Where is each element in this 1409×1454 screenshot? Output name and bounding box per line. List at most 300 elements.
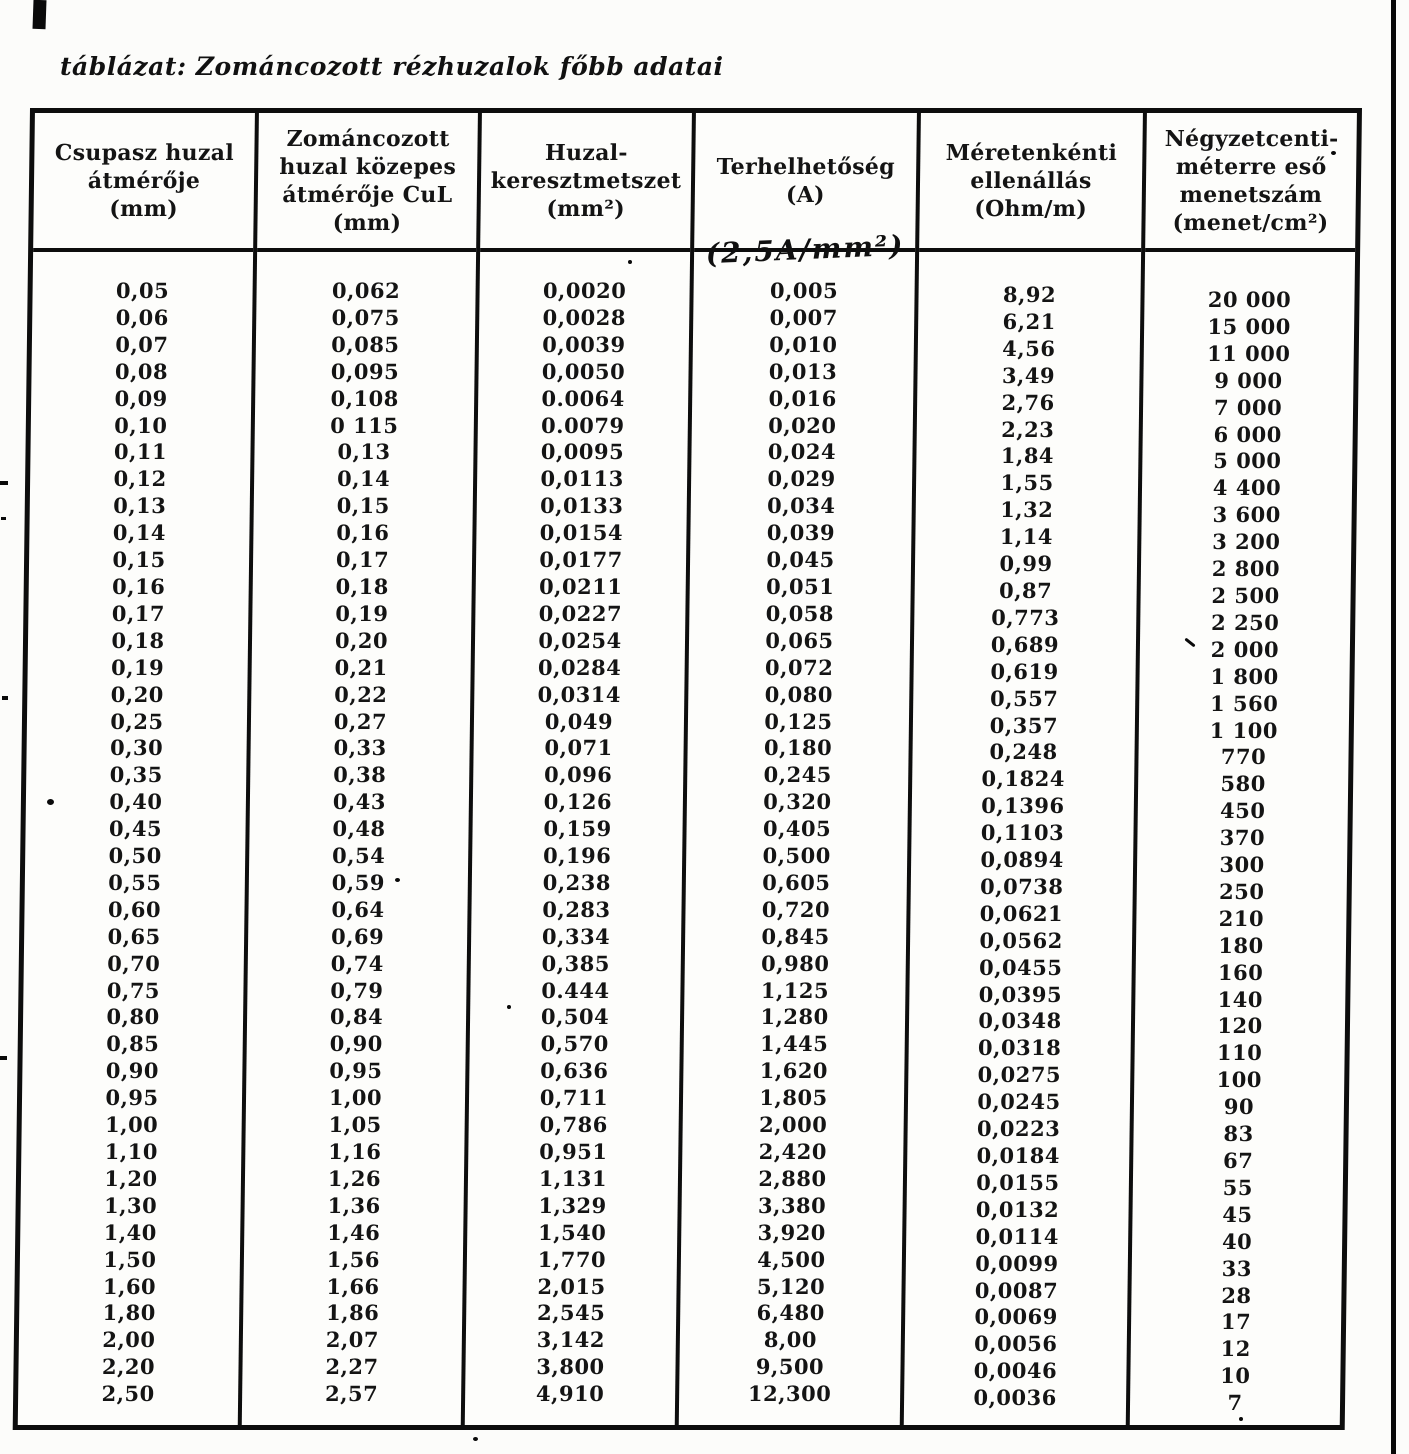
table-cell: 0,79 xyxy=(330,977,384,1003)
table-cell: 2,545 xyxy=(536,1300,606,1326)
table-cell: 0,283 xyxy=(542,896,611,922)
table-cell: 2 500 xyxy=(1211,582,1280,608)
table-cell: 90 xyxy=(1223,1094,1255,1120)
table-cell: 2,50 xyxy=(101,1381,155,1407)
table-cell: 1,125 xyxy=(760,977,830,1003)
table-cell: 1,445 xyxy=(759,1031,829,1057)
table-cell: 0,248 xyxy=(989,739,1058,765)
table-cell: 0,007 xyxy=(769,304,839,330)
table-cell: 0,0056 xyxy=(973,1331,1058,1357)
table-cell: 0,619 xyxy=(990,658,1059,684)
table-cell: 9,500 xyxy=(755,1354,825,1380)
column-values-enamel-diameter xyxy=(242,252,476,1408)
table-cell: 0,35 xyxy=(109,762,164,788)
table-cell: 0,0046 xyxy=(973,1358,1058,1384)
table-cell: 1,55 xyxy=(1000,470,1054,496)
column-header-cross-section xyxy=(480,113,692,252)
table-cell: 55 xyxy=(1222,1174,1254,1200)
table-cell: 0 115 xyxy=(330,412,399,438)
wire-data-table xyxy=(13,108,1362,1430)
table-cell: 0,980 xyxy=(761,950,830,976)
table-cell: 8,92 xyxy=(1002,282,1057,307)
table-cell: 2,07 xyxy=(325,1327,380,1353)
table-cell: 1,131 xyxy=(538,1165,608,1191)
table-cell: 0,85 xyxy=(106,1031,160,1057)
table-cell: 7 xyxy=(1227,1390,1243,1416)
table-cell: 0,87 xyxy=(998,577,1053,603)
table-cell: 0,238 xyxy=(542,869,612,895)
table-cell: 0,0036 xyxy=(973,1385,1057,1411)
table-cell: 0,0099 xyxy=(975,1250,1059,1276)
table-cell: 9 000 xyxy=(1214,367,1283,393)
table-cell: 3 600 xyxy=(1212,502,1281,528)
table-cell: 0,605 xyxy=(762,869,831,895)
header-line: (Ohm/m) xyxy=(974,195,1088,222)
table-cell: 11 000 xyxy=(1206,340,1291,366)
table-cell: 0,14 xyxy=(336,466,391,492)
ink-speck xyxy=(1331,151,1336,155)
table-cell: 0,080 xyxy=(764,681,834,707)
table-cell: 0,689 xyxy=(990,631,1060,657)
column-values-cross-section xyxy=(465,252,690,1408)
header-line: (mm) xyxy=(332,209,402,236)
table-cell: 2 250 xyxy=(1210,609,1280,635)
header-line: Méretenkénti xyxy=(945,139,1118,166)
column-header-turns-per-cm2 xyxy=(1145,113,1357,252)
table-cell: 45 xyxy=(1222,1201,1253,1227)
table-cell: 0,17 xyxy=(111,600,166,626)
table-cell: 0,74 xyxy=(330,950,385,976)
table-cell: 450 xyxy=(1219,798,1266,824)
table-cell: 0,95 xyxy=(105,1085,159,1111)
table-cell: 2,000 xyxy=(758,1112,828,1138)
table-cell: 0,48 xyxy=(332,816,386,842)
header-line: menetszám xyxy=(1179,181,1323,208)
table-cell: 1,66 xyxy=(326,1273,380,1299)
table-cell: 0,43 xyxy=(332,789,387,815)
table-cell: 2 000 xyxy=(1210,636,1280,662)
table-cell: 0,504 xyxy=(540,1004,610,1030)
table-cell: 0,0621 xyxy=(979,900,1064,926)
table-cell: 0,80 xyxy=(106,1004,160,1030)
table-cell: 0,22 xyxy=(334,681,388,707)
table-cell: 0,27 xyxy=(333,708,388,734)
table-cell: 0,0087 xyxy=(974,1277,1059,1303)
table-cell: 0,1103 xyxy=(980,820,1065,846)
table-cell: 0,334 xyxy=(541,923,611,949)
header-line: (mm²) xyxy=(546,195,626,222)
table-cell: 0,500 xyxy=(762,843,832,869)
table-cell: 6,480 xyxy=(756,1300,826,1326)
table-cell: 0,108 xyxy=(330,385,399,411)
table-cell: 0,636 xyxy=(540,1058,609,1084)
table-cell: 0,54 xyxy=(331,843,386,869)
table-cell: 0.444 xyxy=(541,977,610,1003)
table-cell: 0,13 xyxy=(337,439,391,465)
table-cell: 770 xyxy=(1220,744,1267,770)
table-cell: 0,039 xyxy=(766,520,836,546)
table-cell: 0,21 xyxy=(334,654,388,680)
table-cell: 0,051 xyxy=(765,573,835,599)
table-cell: 0,196 xyxy=(542,843,612,869)
table-cell: 0,95 xyxy=(329,1058,383,1084)
table-cell: 1,280 xyxy=(760,1004,829,1030)
table-column-turns-per-cm2 xyxy=(1130,113,1357,1425)
header-line: (A) xyxy=(785,181,825,208)
table-cell: 0,0184 xyxy=(976,1143,1061,1168)
table-cell: 0,45 xyxy=(108,816,163,842)
table-cell: 0,19 xyxy=(110,654,165,680)
table-cell: 0,720 xyxy=(761,896,831,922)
table-cell: 0,0113 xyxy=(540,466,624,492)
table-cell: 1,84 xyxy=(1000,443,1055,469)
table-cell: 0,90 xyxy=(105,1058,160,1084)
table-cell: 0,0114 xyxy=(975,1223,1060,1249)
table-cell: 0,20 xyxy=(334,627,389,653)
table-cell: 1,05 xyxy=(328,1112,382,1138)
table-cell: 0,30 xyxy=(109,735,164,761)
table-cell: 0,33 xyxy=(333,735,387,761)
table-cell: 1,00 xyxy=(328,1085,383,1111)
table-cell: 0,570 xyxy=(540,1031,610,1057)
table-cell: 0,126 xyxy=(543,789,613,815)
table-cell: 0,557 xyxy=(989,685,1059,711)
table-cell: 0,357 xyxy=(989,712,1059,738)
table-cell: 7 000 xyxy=(1213,394,1283,420)
table-cell: 0,0455 xyxy=(978,954,1063,980)
ink-speck xyxy=(473,1437,478,1441)
table-cell: 1,620 xyxy=(759,1058,829,1084)
table-cell: 0,159 xyxy=(543,816,612,842)
table-cell: 40 xyxy=(1221,1228,1253,1254)
table-column-load-capacity xyxy=(679,113,921,1425)
table-cell: 4,500 xyxy=(757,1246,826,1272)
table-cell: 1 800 xyxy=(1210,663,1279,689)
header-line: átmérője CuL xyxy=(282,181,453,208)
table-cell: 0,0223 xyxy=(976,1116,1061,1142)
table-cell: 3,142 xyxy=(536,1327,606,1353)
table-cell: 33 xyxy=(1221,1255,1253,1281)
table-cell: 5 000 xyxy=(1213,448,1282,474)
table-cell: 0,18 xyxy=(335,573,389,599)
table-cell: 0,034 xyxy=(766,493,836,519)
table-cell: 210 xyxy=(1218,905,1265,931)
table-cell: 0,0132 xyxy=(975,1196,1060,1222)
table-cell: 580 xyxy=(1220,771,1266,797)
table-cell: 0,062 xyxy=(331,278,401,303)
table-cell: 250 xyxy=(1218,878,1265,904)
table-cell: 1,40 xyxy=(103,1219,158,1245)
table-cell: 0,06 xyxy=(115,304,170,330)
table-cell: 0,0254 xyxy=(538,627,622,653)
table-cell: 0,0020 xyxy=(542,278,627,303)
table-cell: 2,27 xyxy=(325,1354,379,1380)
table-cell: 140 xyxy=(1217,986,1264,1012)
table-cell: 0,058 xyxy=(765,600,835,626)
table-cell: 6,21 xyxy=(1002,308,1056,334)
table-cell: 1,10 xyxy=(104,1139,159,1164)
table-cell: 10 xyxy=(1220,1363,1251,1389)
table-cell: 0,18 xyxy=(111,627,165,653)
table-cell: 12 xyxy=(1220,1336,1252,1362)
header-line: Huzal- xyxy=(544,139,628,166)
table-cell: 1,86 xyxy=(325,1300,380,1326)
table-cell: 0,071 xyxy=(544,735,613,761)
ink-speck xyxy=(395,878,400,882)
table-cell: 1,32 xyxy=(999,497,1054,523)
table-cell: 0,0318 xyxy=(977,1035,1062,1061)
header-line: Zománcozott xyxy=(286,125,450,152)
table-cell: 3,380 xyxy=(757,1192,827,1218)
page-title: táblázat: Zománcozott rézhuzalok főbb adatai xyxy=(60,52,724,81)
table-cell: 0,14 xyxy=(112,520,167,546)
table-cell: 0,07 xyxy=(115,331,169,357)
table-cell: 0,786 xyxy=(539,1112,608,1138)
table-cell: 0,09 xyxy=(114,385,168,411)
table-cell: 0,845 xyxy=(761,923,830,949)
table-cell: 4,56 xyxy=(1002,335,1056,361)
table-cell: 0,029 xyxy=(767,466,836,492)
table-cell: 0,049 xyxy=(544,708,614,734)
table-cell: 8,00 xyxy=(763,1327,818,1353)
table-cell: 1,770 xyxy=(537,1246,607,1272)
table-cell: 0,11 xyxy=(113,439,168,465)
table-cell: 1,20 xyxy=(104,1165,158,1191)
table-cell: 0,69 xyxy=(330,923,385,949)
table-cell: 0,075 xyxy=(331,304,401,330)
table-cell: 0,15 xyxy=(112,547,166,573)
table-cell: 370 xyxy=(1219,825,1266,851)
table-cell: 1,56 xyxy=(326,1246,381,1272)
ink-speck xyxy=(628,260,632,264)
table-cell: 0,64 xyxy=(331,896,385,922)
table-cell: 0,0133 xyxy=(539,493,624,519)
table-cell: 0,13 xyxy=(113,493,167,519)
table-cell: 1,46 xyxy=(327,1219,381,1245)
table-cell: 0,0284 xyxy=(537,654,622,680)
handwritten-note: (2,5A/mm²) xyxy=(704,228,905,271)
table-column-cross-section xyxy=(465,113,696,1425)
header-line: Terhelhetőség xyxy=(716,153,896,180)
table-cell: 83 xyxy=(1223,1121,1254,1147)
table-cell: 1,26 xyxy=(327,1165,382,1191)
table-cell: 0,125 xyxy=(764,708,833,734)
table-cell: 0,0275 xyxy=(977,1062,1062,1088)
table-cell: 1,80 xyxy=(102,1300,156,1326)
table-column-enamel-diameter xyxy=(242,113,482,1425)
table-cell: 1,540 xyxy=(537,1219,607,1245)
table-cell: 0,005 xyxy=(769,278,839,303)
header-line: ellenállás xyxy=(970,167,1092,194)
table-cell: 0,0245 xyxy=(977,1089,1061,1115)
table-cell: 0,065 xyxy=(765,627,834,653)
table-cell: 110 xyxy=(1216,1040,1263,1066)
header-line: méterre eső xyxy=(1175,153,1327,180)
scan-edge-mark xyxy=(32,0,46,29)
table-cell: 0,245 xyxy=(763,762,833,788)
table-cell: 0,25 xyxy=(110,708,164,734)
table-cell: 0.0064 xyxy=(541,385,626,411)
ink-speck xyxy=(1239,1417,1243,1421)
table-cell: 4 400 xyxy=(1212,475,1282,501)
table-cell: 0,0039 xyxy=(542,331,626,357)
table-cell: 2,57 xyxy=(324,1381,379,1407)
scan-edge-mark xyxy=(2,696,8,700)
table-cell: 3 200 xyxy=(1212,529,1281,555)
table-cell: 2,20 xyxy=(101,1354,156,1380)
table-cell: 1,36 xyxy=(327,1192,381,1218)
column-header-load-capacity xyxy=(694,113,917,271)
table-cell: 0,0348 xyxy=(978,1008,1062,1034)
table-cell: 0,70 xyxy=(107,950,161,976)
column-values-load-capacity xyxy=(679,252,915,1408)
table-cell: 0,095 xyxy=(330,358,400,384)
table-cell: 0,19 xyxy=(335,600,389,626)
table-cell: 4,910 xyxy=(535,1381,605,1407)
table-cell: 0,59 xyxy=(331,869,386,895)
table-cell: 0,17 xyxy=(335,547,390,573)
table-cell: 0,0395 xyxy=(978,981,1063,1007)
column-header-resistance xyxy=(919,113,1143,252)
table-cell: 0,65 xyxy=(107,923,161,949)
table-cell: 0,08 xyxy=(114,358,169,384)
table-cell: 67 xyxy=(1222,1148,1254,1173)
table-cell: 1,329 xyxy=(538,1192,607,1218)
table-cell: 1,00 xyxy=(104,1112,159,1138)
table-cell: 1,60 xyxy=(102,1273,157,1299)
table-column-resistance xyxy=(904,113,1147,1425)
table-cell: 1,14 xyxy=(999,524,1054,550)
table-cell: 0,1396 xyxy=(981,793,1065,819)
table-cell: 0,40 xyxy=(109,789,163,815)
scan-edge-mark xyxy=(1,517,6,520)
scan-edge-mark xyxy=(0,1056,7,1060)
table-cell: 0,0562 xyxy=(979,927,1063,953)
table-cell: 0,0314 xyxy=(537,681,622,707)
table-cell: 0,16 xyxy=(336,520,390,546)
table-cell: 1 560 xyxy=(1209,690,1279,716)
table-cell: 17 xyxy=(1220,1309,1252,1335)
table-cell: 0,096 xyxy=(543,762,613,788)
table-cell: 3,800 xyxy=(536,1354,605,1380)
header-line: (mm) xyxy=(109,195,179,222)
column-values-bare-diameter xyxy=(18,252,253,1408)
table-cell: 28 xyxy=(1221,1282,1252,1308)
table-cell: 2,015 xyxy=(537,1273,606,1299)
table-cell: 0,0050 xyxy=(541,358,626,384)
table-cell: 0,0028 xyxy=(542,304,627,330)
table-cell: 6 000 xyxy=(1213,421,1283,447)
table-cell: 0,16 xyxy=(111,573,166,599)
ink-speck xyxy=(507,1005,511,1009)
header-line: keresztmetszet xyxy=(490,167,682,194)
table-cell: 0,0069 xyxy=(974,1304,1059,1330)
scan-edge-mark xyxy=(0,481,8,485)
table-cell: 0,99 xyxy=(999,551,1053,577)
table-cell: 0,0211 xyxy=(538,573,623,599)
table-cell: 5,120 xyxy=(756,1273,826,1299)
table-cell: 0,020 xyxy=(768,412,837,438)
table-cell: 0,024 xyxy=(767,439,837,465)
header-line: huzal közepes xyxy=(279,153,457,180)
table-cell: 1,805 xyxy=(759,1085,828,1111)
scan-edge-line xyxy=(1391,0,1396,1454)
table-cell: 0,20 xyxy=(110,681,165,707)
column-header-enamel-diameter xyxy=(257,113,478,252)
table-cell: 0,12 xyxy=(113,466,167,492)
table-cell: 0,0155 xyxy=(976,1169,1060,1195)
table-cell: 0,84 xyxy=(329,1004,384,1030)
column-values-turns-per-cm2 xyxy=(1130,252,1355,1417)
table-cell: 0,15 xyxy=(336,493,391,519)
header-line: Négyzetcenti- xyxy=(1164,125,1339,152)
table-cell: 1 100 xyxy=(1209,717,1279,743)
table-cell: 1,50 xyxy=(103,1246,157,1272)
column-values-resistance xyxy=(904,252,1141,1412)
table-cell: 160 xyxy=(1217,959,1264,985)
header-line: átmérője xyxy=(87,167,201,194)
table-column-bare-diameter xyxy=(18,113,259,1425)
table-cell: 0,072 xyxy=(764,654,834,680)
table-cell: 0,0738 xyxy=(979,873,1064,899)
table-cell: 1,16 xyxy=(328,1139,382,1164)
table-cell: 0,013 xyxy=(768,358,838,384)
table-cell: 0,55 xyxy=(108,869,162,895)
table-cell: 0,0227 xyxy=(538,600,623,626)
table-cell: 0,0894 xyxy=(980,847,1065,873)
table-cell: 0,405 xyxy=(762,816,832,842)
table-cell: 1,30 xyxy=(103,1192,158,1218)
table-cell: 2,00 xyxy=(102,1327,156,1353)
table-cell: 0,0177 xyxy=(539,547,623,573)
table-cell: 0,38 xyxy=(333,762,387,788)
table-cell: 2,23 xyxy=(1001,416,1055,442)
table-cell: 0,0095 xyxy=(540,439,625,465)
table-cell: 2,420 xyxy=(758,1139,828,1164)
column-header-bare-diameter xyxy=(33,113,255,252)
ink-speck xyxy=(47,799,54,805)
table-cell: 0,010 xyxy=(769,331,838,357)
table-cell: 0,60 xyxy=(107,896,162,922)
table-cell: 0,045 xyxy=(766,547,835,573)
table-cell: 180 xyxy=(1218,932,1264,958)
table-cell: 20 000 xyxy=(1207,287,1292,312)
table-cell: 12,300 xyxy=(747,1381,832,1407)
table-cell: 0,10 xyxy=(114,412,168,438)
table-cell: 2,880 xyxy=(758,1165,827,1191)
header-line: (menet/cm²) xyxy=(1172,209,1329,236)
table-cell: 300 xyxy=(1219,852,1265,878)
table-cell: 2,76 xyxy=(1001,389,1055,415)
table-cell: 0,711 xyxy=(539,1085,609,1111)
table-cell: 0,75 xyxy=(106,977,161,1003)
table-cell: 0,05 xyxy=(115,278,170,303)
table-cell: 0,90 xyxy=(329,1031,383,1057)
table-cell: 0,773 xyxy=(991,604,1060,630)
table-cell: 120 xyxy=(1217,1013,1263,1039)
table-cell: 0,180 xyxy=(763,735,833,761)
table-cell: 0,0154 xyxy=(539,520,624,546)
table-cell: 0,016 xyxy=(768,385,837,411)
table-cell: 0,50 xyxy=(108,843,162,869)
table-cell: 0.0079 xyxy=(540,412,625,438)
table-cell: 0,951 xyxy=(539,1139,608,1164)
table-cell: 0,320 xyxy=(763,789,832,815)
table-cell: 3,49 xyxy=(1001,362,1056,388)
table-cell: 15 000 xyxy=(1207,313,1291,339)
table-cell: 100 xyxy=(1216,1067,1263,1093)
table-cell: 0,085 xyxy=(331,331,400,357)
